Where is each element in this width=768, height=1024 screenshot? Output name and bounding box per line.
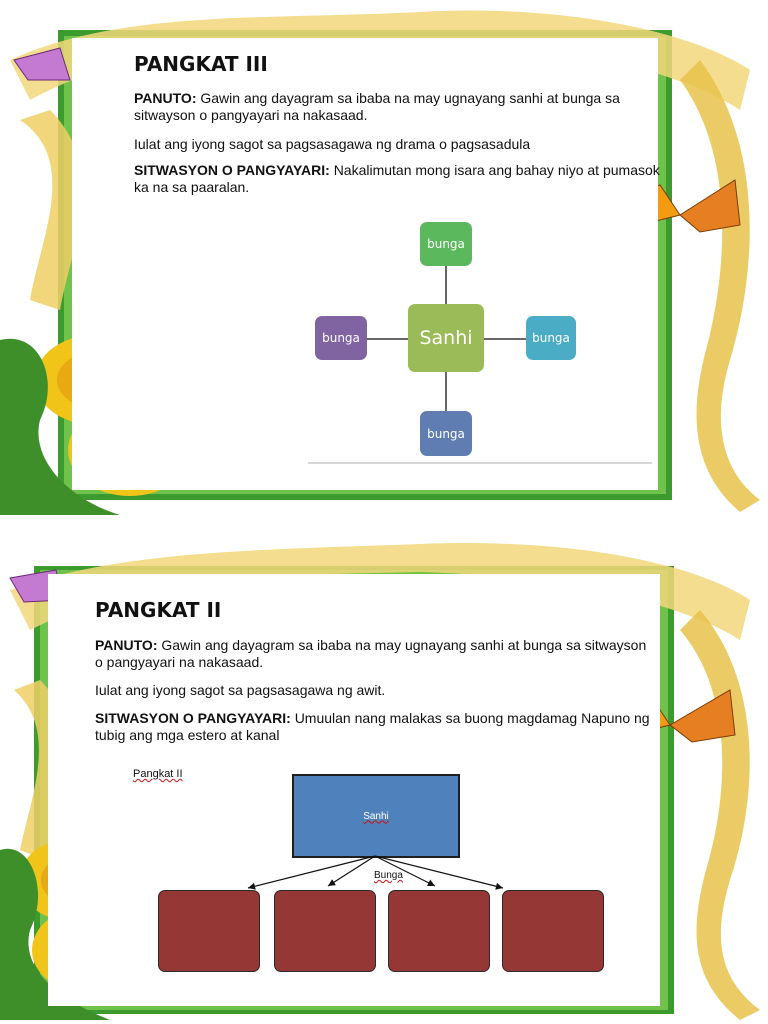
worksheet-card-pangkat-ii [0, 530, 768, 1024]
bunga-node-bottom: bunga [420, 411, 472, 456]
bunga-box-3 [388, 890, 490, 972]
bunga-node-top: bunga [420, 222, 472, 266]
bunga-label: Bunga [374, 870, 403, 881]
bunga-box-1 [158, 890, 260, 972]
instructions-label: PANUTO: [95, 637, 158, 653]
sanhi-label: Sanhi [363, 810, 389, 822]
arrow-to-bunga-1 [248, 856, 375, 888]
connector-top [445, 265, 447, 305]
bunga-node-right: bunga [526, 316, 576, 360]
divider-line [308, 462, 652, 464]
instructions-label: PANUTO: [134, 90, 197, 106]
bunga-box-2 [274, 890, 376, 972]
sanhi-node: Sanhi [408, 304, 484, 372]
situation-label: SITWASYON O PANGYAYARI: [95, 710, 291, 726]
task-text: Iulat ang iyong sagot sa pagsasagawa ng drama o pagsasadula [134, 136, 531, 152]
situation-paragraph [134, 162, 664, 196]
page-title: PANGKAT II [95, 598, 222, 622]
bunga-box-4 [502, 890, 604, 972]
page-title: PANGKAT III [134, 52, 268, 76]
instructions-paragraph [95, 637, 655, 671]
task-text: Iulat ang iyong sagot sa pagsasagawa ng awit. [95, 682, 386, 698]
situation-paragraph [95, 710, 655, 744]
diagram-caption: Pangkat II [133, 768, 183, 780]
bunga-node-left: bunga [315, 316, 367, 360]
instructions-text: Gawin ang dayagram sa ibaba na may ugnayang sanhi at bunga sa sitwayson o pangyayari na nakasaad. [134, 90, 620, 123]
situation-text: Umuulan nang malakas sa buong magdamag Napuno ng tubig ang mga estero at kanal [95, 710, 650, 743]
ribbon-right [680, 60, 760, 512]
connector-bottom [445, 372, 447, 412]
situation-label: SITWASYON O PANGYAYARI: [134, 162, 330, 178]
sanhi-box [292, 774, 460, 858]
instructions-paragraph [134, 90, 664, 124]
ribbon-right [680, 610, 760, 1020]
connector-left [366, 338, 408, 340]
connector-right [484, 338, 526, 340]
instructions-text: Gawin ang dayagram sa ibaba na may ugnayang sanhi at bunga sa sitwayson o pangyayari na nakasaad. [95, 637, 647, 670]
situation-text: Nakalimutan mong isara ang bahay niyo at pumasok ka na sa paaralan. [134, 162, 660, 195]
arrow-to-bunga-2 [328, 856, 375, 886]
